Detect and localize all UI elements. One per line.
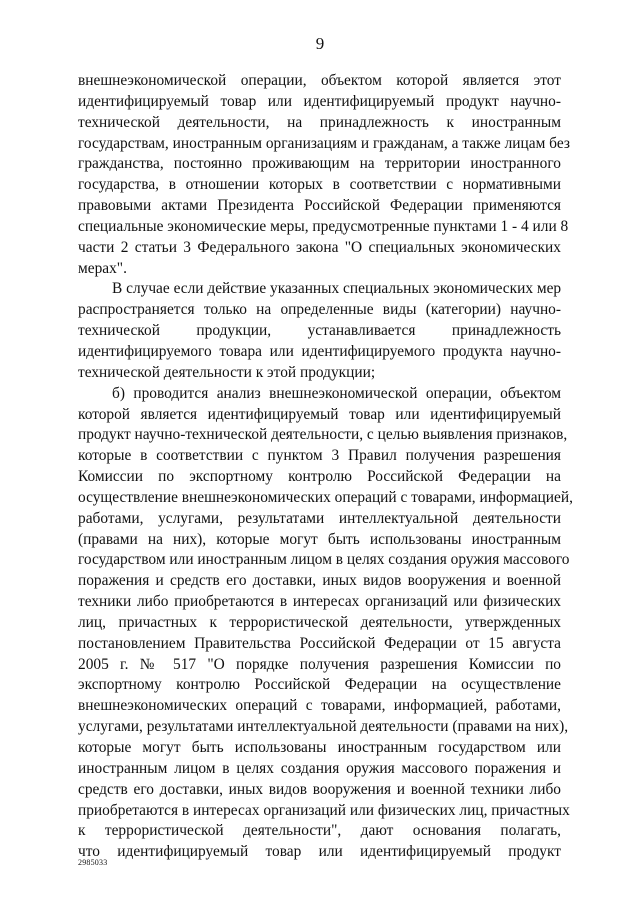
text-line: услугами, результатами интеллектуальной деятельности (правами на них), bbox=[78, 718, 569, 736]
page-number: 9 bbox=[315, 34, 325, 53]
document-code: 2985033 bbox=[78, 858, 108, 867]
text-line: (правами на них), которые могут быть использованы иностранным bbox=[78, 530, 561, 548]
text-line: В случае если действие указанных специальных экономических мер bbox=[112, 280, 562, 298]
text-line: государством или иностранным лицом в целях создания оружия массового bbox=[78, 551, 570, 569]
text-line: идентифицируемого товара или идентифицируемого продукта научно- bbox=[78, 342, 561, 360]
text-line: Комиссии по экспортному контролю Российской Федерации на bbox=[78, 468, 561, 486]
text-line: которые в соответствии с пунктом 3 Правил получения разрешения bbox=[78, 447, 561, 465]
text-line: продукт научно-технической деятельности, с целью выявления признаков, bbox=[78, 426, 568, 444]
text-line: технической деятельности к этой продукции; bbox=[78, 363, 376, 381]
text-line: специальные экономические меры, предусмотренные пунктами 1 - 4 или 8 bbox=[78, 217, 569, 235]
text-line: техники либо приобретаются в интересах организаций или физических bbox=[78, 593, 561, 611]
text-line: к террористической деятельности", дают основания полагать, bbox=[78, 822, 561, 840]
text-line: части 2 статьи 3 Федерального закона "О специальных экономических bbox=[78, 238, 561, 256]
text-line: работами, услугами, результатами интеллектуальной деятельности bbox=[78, 509, 561, 527]
text-line: распространяется только на определенные виды (категории) научно- bbox=[78, 301, 561, 319]
text-line: б) проводится анализ внешнеэкономической операции, объектом bbox=[112, 384, 561, 402]
text-line: постановлением Правительства Российской Федерации от 15 августа bbox=[78, 634, 561, 652]
text-line: экспортному контролю Российской Федерации на осуществление bbox=[78, 676, 561, 694]
text-line: технической деятельности, на принадлежность к иностранным bbox=[78, 113, 561, 131]
text-line: технической продукции, устанавливается принадлежность bbox=[78, 322, 561, 340]
text-line: которой является идентифицируемый товар или идентифицируемый bbox=[78, 405, 561, 423]
text-line: государствам, иностранным организациям и гражданам, а также лицам без bbox=[78, 134, 570, 152]
text-line: средств его доставки, иных видов вооружения и военной техники либо bbox=[78, 780, 561, 798]
text-line: идентифицируемый товар или идентифицируемый продукт научно- bbox=[78, 92, 561, 110]
document-body-text bbox=[78, 71, 573, 863]
text-line: правовыми актами Президента Российской Федерации применяются bbox=[78, 197, 561, 215]
text-line: лиц, причастных к террористической деятельности, утвержденных bbox=[78, 613, 561, 631]
text-line: 2005 г. № 517 "О порядке получения разрешения Комиссии по bbox=[78, 655, 561, 673]
text-line: мерах". bbox=[78, 259, 127, 277]
text-line: поражения и средств его доставки, иных видов вооружения и военной bbox=[78, 572, 561, 590]
text-line: осуществление внешнеэкономических операций с товарами, информацией, bbox=[78, 488, 573, 506]
text-line: которые могут быть использованы иностранным государством или bbox=[78, 739, 561, 756]
text-line: внешнеэкономической операции, объектом которой является этот bbox=[78, 72, 561, 89]
text-line: что идентифицируемый товар или идентифицируемый продукт bbox=[78, 843, 561, 861]
text-line: государства, в отношении которых в соответствии с нормативными bbox=[78, 176, 561, 194]
text-line: внешнеэкономических операций с товарами, информацией, работами, bbox=[78, 697, 561, 715]
text-line: иностранным лицом в целях создания оружия массового поражения и bbox=[78, 759, 561, 777]
text-line: гражданства, постоянно проживающим на территории иностранного bbox=[78, 155, 561, 173]
text-line: приобретаются в интересах организаций или физических лиц, причастных bbox=[78, 801, 570, 819]
